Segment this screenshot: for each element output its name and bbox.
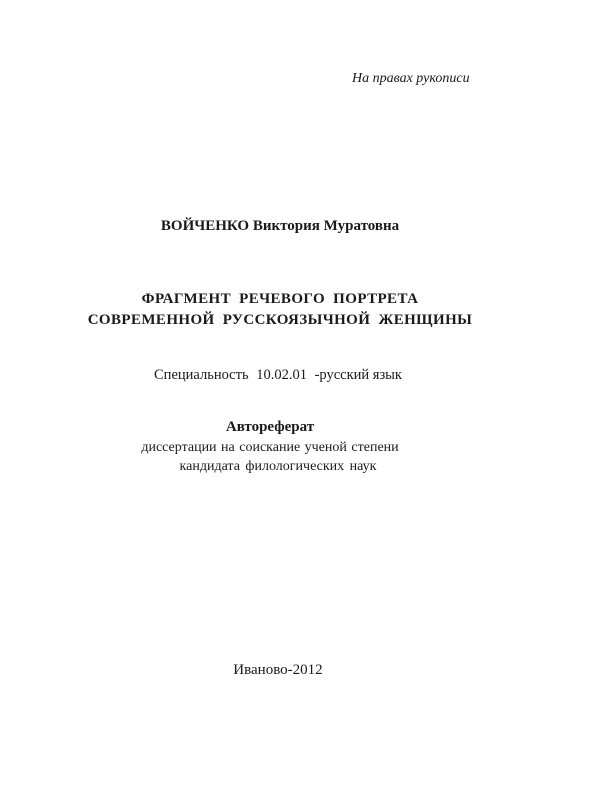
specialty-label: Специальность bbox=[154, 367, 249, 383]
dissertation-title-line-2: СОВРЕМЕННОЙ РУССКОЯЗЫЧНОЙ ЖЕНЩИНЫ bbox=[87, 312, 473, 328]
specialty-line bbox=[0, 368, 556, 383]
author-surname: ВОЙЧЕНКО bbox=[160, 218, 250, 234]
specialty-code: 10.02.01 bbox=[256, 367, 307, 383]
author-given-names: Виктория Муратовна bbox=[252, 218, 400, 234]
dissertation-description: диссертации на соискание ученой степени bbox=[141, 440, 399, 455]
author-name bbox=[0, 219, 560, 234]
manuscript-note: На правах рукописи bbox=[352, 71, 470, 86]
dissertation-title-line-1: ФРАГМЕНТ РЕЧЕВОГО ПОРТРЕТА bbox=[141, 291, 419, 307]
abstract-heading: Автореферат bbox=[225, 419, 315, 435]
city-year: Иваново-2012 bbox=[233, 662, 323, 678]
specialty-name: -русский язык bbox=[314, 367, 402, 383]
degree-description: кандидата филологических наук bbox=[179, 459, 377, 474]
